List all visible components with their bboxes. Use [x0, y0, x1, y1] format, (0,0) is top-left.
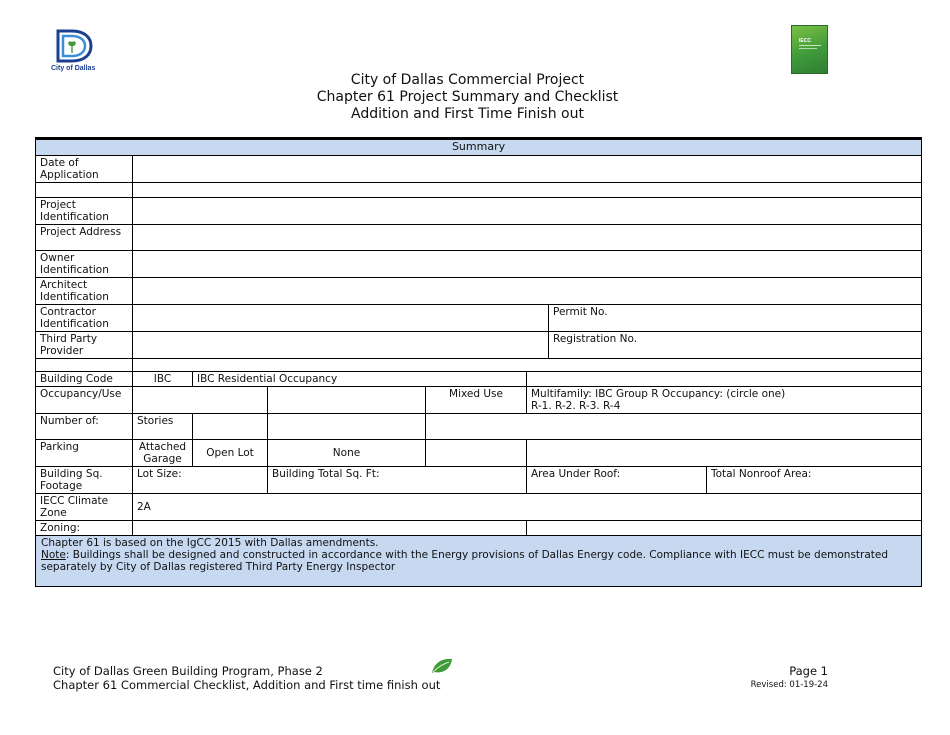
open-lot-option[interactable]: Open Lot	[193, 440, 268, 467]
building-code-extra[interactable]	[527, 372, 922, 387]
architect-identification-field[interactable]	[133, 278, 922, 305]
date-of-application-label: Date of Application	[36, 156, 133, 183]
date-of-application-field[interactable]	[133, 156, 922, 183]
building-total-sq-ft-field[interactable]	[268, 467, 527, 494]
revised-date: Revised: 01-19-24	[750, 680, 828, 690]
contractor-identification-label: Contractor Identification	[36, 305, 133, 332]
project-identification-field[interactable]	[133, 198, 922, 225]
book-label: IECC	[799, 38, 811, 44]
lot-size-field[interactable]	[133, 467, 268, 494]
area-under-roof-label: Area Under Roof:	[531, 468, 621, 480]
total-nonroof-area-label: Total Nonroof Area:	[711, 468, 812, 480]
multifamily-option[interactable]	[527, 387, 922, 414]
number-of-field-c[interactable]	[426, 414, 922, 440]
project-address-field[interactable]	[133, 225, 922, 251]
stories-field[interactable]	[193, 414, 268, 440]
total-nonroof-area-field[interactable]	[707, 467, 922, 494]
document-title	[0, 72, 935, 123]
spacer-label-cell	[36, 359, 133, 372]
owner-identification-label: Owner Identification	[36, 251, 133, 278]
building-total-sq-ft-label: Building Total Sq. Ft:	[272, 468, 380, 480]
iecc-climate-zone-label: IECC Climate Zone	[36, 494, 133, 521]
title-line-3: Addition and First Time Finish out	[351, 106, 584, 122]
parking-field-b[interactable]	[527, 440, 922, 467]
project-address-label: Project Address	[36, 225, 133, 251]
parking-label: Parking	[36, 440, 133, 467]
iecc-book-cover-image	[791, 25, 828, 74]
building-code-label: Building Code	[36, 372, 133, 387]
project-identification-label: Project Identification	[36, 198, 133, 225]
footer-right	[740, 664, 828, 692]
footer-checklist-line: Chapter 61 Commercial Checklist, Addition and First time finish out	[53, 678, 441, 692]
note-body	[41, 549, 916, 573]
number-of-label: Number of:	[36, 414, 133, 440]
number-of-field-b[interactable]	[268, 414, 426, 440]
area-under-roof-field[interactable]	[527, 467, 707, 494]
footer-left	[53, 664, 440, 692]
stories-label: Stories	[133, 414, 193, 440]
ibc-option[interactable]: IBC	[133, 372, 193, 387]
leaf-icon	[430, 657, 454, 675]
third-party-provider-label: Third Party Provider	[36, 332, 133, 359]
footer-program-line: City of Dallas Green Building Program, Phase 2	[53, 664, 323, 678]
page-number: Page 1	[789, 664, 828, 678]
multifamily-line-2: R-1. R-2. R-3. R-4	[531, 400, 621, 412]
contractor-identification-field[interactable]	[133, 305, 549, 332]
title-line-1: City of Dallas Commercial Project	[350, 72, 585, 88]
registration-no-field[interactable]	[549, 332, 922, 359]
blank-field[interactable]	[133, 183, 922, 198]
ibc-residential-option[interactable]: IBC Residential Occupancy	[193, 372, 527, 387]
note-text: : Buildings shall be designed and constructed in accordance with the Energy provisions of Dallas Energy code. Compliance with IECC must be demonstrated separately by City of Dallas registered Third Party Energy Inspector	[41, 549, 889, 573]
building-sq-footage-label: Building Sq. Footage	[36, 467, 133, 494]
occupancy-use-label: Occupancy/Use	[36, 387, 133, 414]
architect-identification-label: Architect Identification	[36, 278, 133, 305]
note-line-1: Chapter 61 is based on the IgCC 2015 with Dallas amendments.	[41, 537, 379, 549]
mixed-use-option[interactable]: Mixed Use	[426, 387, 527, 414]
zoning-label: Zoning:	[36, 521, 133, 536]
zoning-field[interactable]	[133, 521, 527, 536]
none-option[interactable]: None	[268, 440, 426, 467]
summary-header: Summary	[36, 139, 922, 156]
registration-no-label: Registration No.	[553, 333, 638, 345]
blank-label-cell	[36, 183, 133, 198]
city-of-dallas-logo	[50, 28, 106, 76]
attached-garage-option[interactable]: Attached Garage	[133, 440, 193, 467]
parking-field-a[interactable]	[426, 440, 527, 467]
title-line-2: Chapter 61 Project Summary and Checklist	[316, 89, 619, 105]
note-label: Note	[41, 549, 66, 561]
climate-zone-value[interactable]: 2A	[133, 494, 922, 521]
summary-form-table	[35, 137, 922, 587]
occupancy-field-a[interactable]	[133, 387, 268, 414]
city-of-dallas-emblem-icon	[50, 28, 94, 64]
multifamily-line-1: Multifamily: IBC Group R Occupancy: (circle one)	[531, 388, 786, 400]
owner-identification-field[interactable]	[133, 251, 922, 278]
permit-no-label: Permit No.	[553, 306, 608, 318]
logo-caption: City of Dallas	[51, 65, 96, 72]
compliance-note	[36, 536, 922, 587]
lot-size-label: Lot Size:	[137, 468, 182, 480]
permit-no-field[interactable]	[549, 305, 922, 332]
spacer-field	[133, 359, 922, 372]
third-party-provider-field[interactable]	[133, 332, 549, 359]
occupancy-field-b[interactable]	[268, 387, 426, 414]
zoning-field-b[interactable]	[527, 521, 922, 536]
